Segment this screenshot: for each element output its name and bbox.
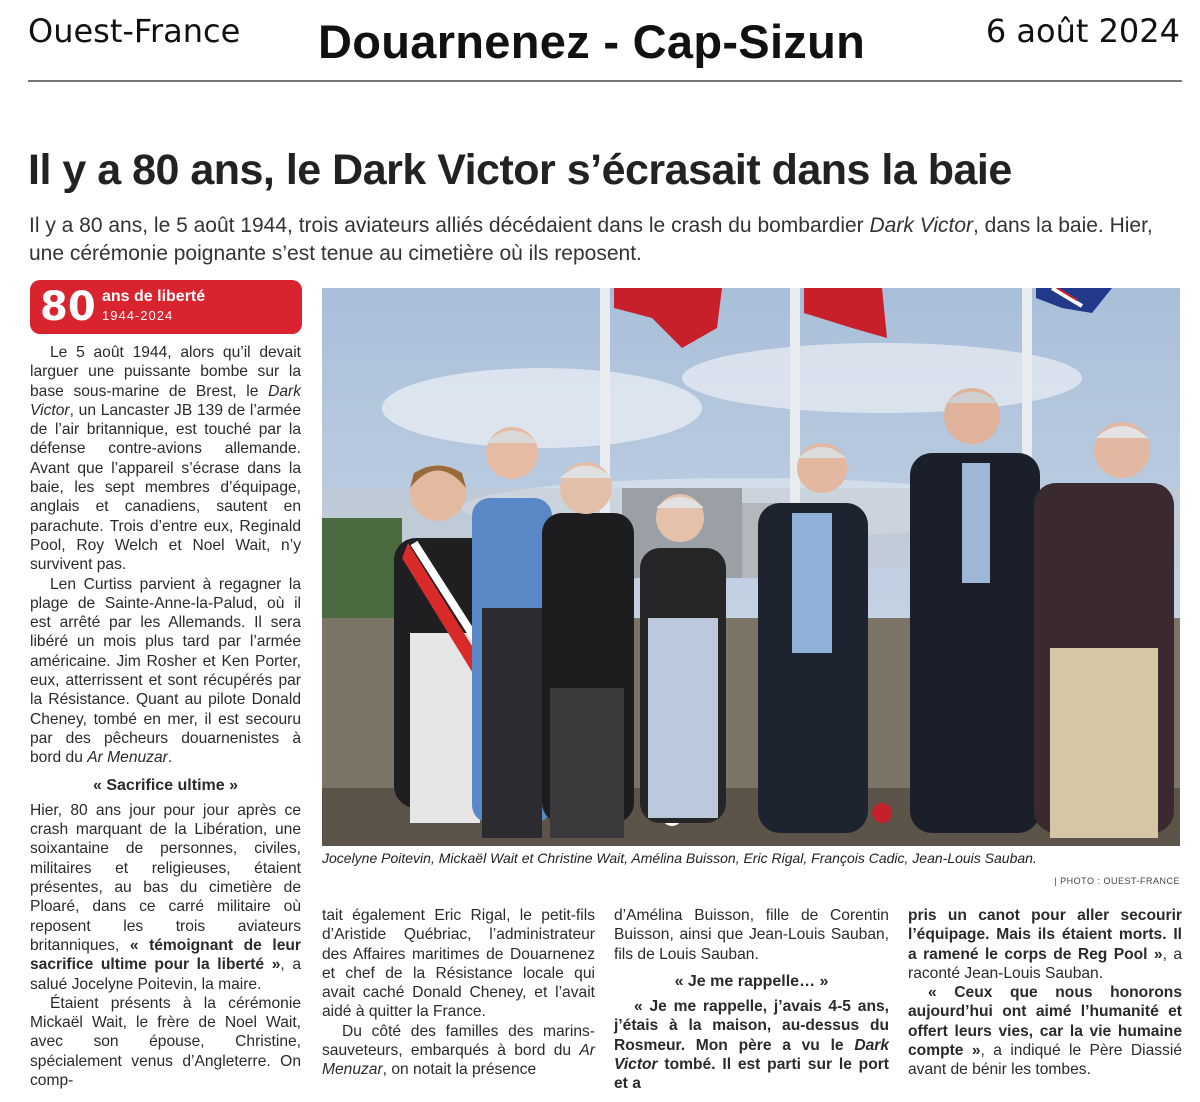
text: , a indiqué le Père Diassié avant de bénir les tombes.: [908, 1042, 1182, 1079]
masthead: [0, 0, 1200, 82]
text-bold: « Ceux que nous honorons aujourd’hui ont aimé l’humanité et offert leurs vies, car la vie humaine compte »: [908, 984, 1182, 1060]
publication-name: Ouest-France: [28, 12, 241, 50]
paragraph: [908, 983, 1182, 1079]
photo-caption: Jocelyne Poitevin, Mickaël Wait et Christine Wait, Amélina Buisson, Eric Rigal, François Cadic, Jean-Louis Sauban.: [322, 850, 1037, 866]
standfirst-text-end: , dans la baie. Hier, une cérémonie poignante s’est tenue au cimetière où ils reposent.: [29, 214, 1153, 265]
masthead-rule: [28, 80, 1182, 82]
paragraph: [322, 1022, 595, 1080]
text-bold: tombé. Il est parti sur le port et a: [614, 1056, 889, 1093]
ceremony-photo: [322, 288, 1180, 846]
text: Le 5 août 1944, alors qu’il devait larguer une puissante bombe sur la base sous-marine de Brest, le: [30, 344, 301, 400]
article-standfirst: [29, 212, 1179, 268]
paragraph: Étaient présents à la cérémonie Mickaël Wait, le frère de Noel Wait, avec son épouse, Christine, spécialement venus d’Angleterre. On comp-: [30, 994, 301, 1089]
text: Du côté des familles des marins-sauveteurs, embarqués à bord du: [322, 1022, 595, 1060]
photo-credit: | PHOTO : OUEST-FRANCE: [1054, 876, 1180, 886]
paragraph: d’Amélina Buisson, fille de Corentin Buisson, ainsi que Jean-Louis Sauban, fils de Louis Sauban.: [614, 907, 889, 963]
article-headline: Il y a 80 ans, le Dark Victor s’écrasait dans la baie: [28, 146, 1012, 194]
column-1: [30, 343, 301, 1090]
subheading: « Je me rappelle… »: [674, 972, 829, 990]
paragraph: [908, 906, 1182, 983]
photo-illustration: [322, 288, 1180, 846]
text: , on notait la présence: [382, 1061, 537, 1079]
text-bold: « Je me rappelle, j’avais 4-5 ans, j’étais à la maison, au-dessus du Rosmeur. Mon père a vu le: [614, 998, 889, 1054]
text: .: [167, 749, 173, 767]
subheading: « Sacrifice ultime »: [93, 776, 238, 794]
text: , a salué Jocelyne Poitevin, la maire.: [30, 956, 301, 993]
anniversary-badge: [30, 280, 302, 334]
badge-number: 80: [40, 284, 96, 330]
badge-title: ans de liberté: [102, 288, 206, 305]
paragraph: [30, 801, 301, 994]
paragraph: [30, 575, 301, 768]
standfirst-text: Il y a 80 ans, le 5 août 1944, trois aviateurs alliés décédaient dans le crash du bombardier: [29, 214, 870, 237]
column-3: [614, 906, 889, 1094]
paragraph: [30, 343, 301, 575]
text-bold: pris un canot pour aller secourir l’équipage. Mais ils étaient morts. Il a ramené le corps de Reg Pool »: [908, 907, 1182, 963]
text: Len Curtiss parvient à regagner la plage de Sainte-Anne-la-Palud, où il est arrêté par les Allemands. Il sera libéré un mois plus tard par l’armée américaine. Jim Rosher et Ken Porter, eux, atterrissent et sont récupérés par la Résistance. Quant au pilote Donald Cheney, tombé en mer, il est secouru par des pêcheurs douarnenistes à bord du: [30, 575, 301, 767]
standfirst-italic: Dark Victor: [869, 214, 973, 237]
section-title: Douarnenez - Cap-Sizun: [318, 15, 866, 68]
column-4: [908, 906, 1182, 1080]
badge-years: 1944-2024: [102, 308, 174, 323]
text: , un Lancaster JB 139 de l’armée de l’air britannique, est touché par la défense contre-avions allemande. Avant que l’appareil s’écrase dans la baie, les sept membres d’équipage, anglais et canadiens, sautent en parachute. Trois d’entre eux, Reginald Pool, Roy Welch et Noel Wait, n’y survivent pas.: [30, 401, 301, 574]
text-italic: Ar Menuzar: [322, 1042, 595, 1079]
issue-date: 6 août 2024: [985, 12, 1180, 50]
text-italic: Dark Victor: [614, 1036, 889, 1074]
text-bold: « témoignant de leur sacrifice ultime pour la liberté »: [30, 936, 301, 974]
paragraph: [614, 997, 889, 1093]
text: , a raconté Jean-Louis Sauban.: [908, 945, 1182, 982]
text-italic: Ar Menuzar: [87, 749, 168, 767]
text: Hier, 80 ans jour pour jour après ce crash marquant de la Libération, une soixantaine de personnes, civiles, militaires et religieuses, étaient présentes, au bas du cimetière de Ploaré, dans ce carré militaire où reposent les trois aviateurs britanniques,: [30, 801, 301, 954]
paragraph: tait également Eric Rigal, le petit-fils d’Aristide Québriac, l’administrateur des Affaires maritimes de Douarnenez et chef de la Résistance locale qui avait caché Donald Cheney, et l’avait aidé à quitter la France.: [322, 907, 595, 1021]
column-2: [322, 906, 595, 1080]
text-italic: Dark Victor: [30, 382, 301, 419]
